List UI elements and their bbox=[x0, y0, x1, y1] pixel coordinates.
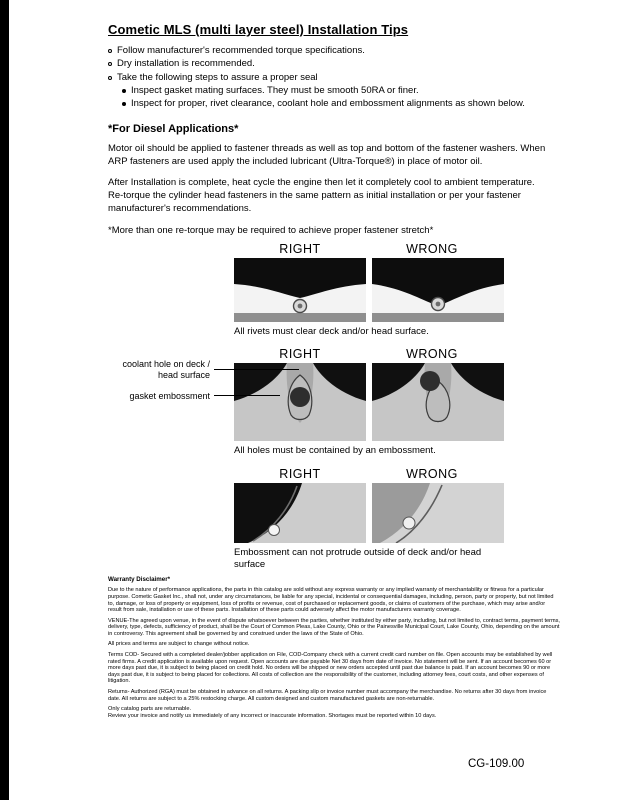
callout-gasket-embossment: gasket embossment bbox=[129, 391, 210, 402]
legal-paragraph: Returns- Authorized (RGA) must be obtained in advance on all returns. A packing slip or invoice number must accompany the merchandise. No returns after 30 days from invoice date. All returns are subject to a 25% restocking charge. All custom designed and custom manufactured gaskets are non-returnable. bbox=[108, 689, 547, 702]
bullet-item bbox=[108, 72, 566, 84]
diagram-row-embossment bbox=[234, 467, 504, 571]
document-content bbox=[108, 22, 566, 581]
legal-paragraph: Due to the nature of performance applications, the parts in this catalog are sold without any express warranty or any implied warranty of merchantability or fitness for a particular purpose. Cometic Gasket Inc., shall not, under any circumstances, be liable for any special, incidental or consequential damages, including, person, party or property, but not limited to, damage, or loss of property or equipment, loss of profits or revenue, cost of purchased or replacement goods, or claims of customers of the purchase, which may arise and/or result from sale, installation or use of these parts. Installation of these parts could adversely affect the motor manufacturers warranty coverage. bbox=[108, 587, 554, 614]
circle-bullet-icon bbox=[108, 62, 112, 66]
bullet-item bbox=[108, 58, 566, 70]
dot-bullet-icon bbox=[122, 102, 126, 106]
embossment-wrong-diagram bbox=[372, 483, 504, 543]
coolant-hole-wrong-diagram bbox=[372, 363, 504, 441]
legal-paragraph: Terms COD- Secured with a completed dealer/jobber application on File, COD-Company check with a current credit card number on file. Open accounts may be established by well rated firms. A credit application is available upon request. Open accounts are due payable Net 30 days from date of invoice. No statement will be sent. If an account becomes 60 or more days past due, it is subject to being placed on credit hold. No orders will be shipped or new orders accepted until past due balance is paid. If an account becomes 90 or more days past due, it is subject to being placed for collections. All costs of collection are the responsibility of the customer, including attorney fees, court costs, and other expenses of litigation. bbox=[108, 652, 553, 685]
diesel-paragraph-2: After Installation is complete, heat cycle the engine then let it completely cool to ambient temperature. Re-torque the cylinder head fasteners in the same pattern as initial installation or per your fastener manufacturer's recommendations. bbox=[108, 177, 535, 214]
sub-bullet-item bbox=[122, 98, 566, 110]
retorque-note: *More than one re-torque may be required to achieve proper fastener stretch* bbox=[108, 224, 434, 236]
bullet-text: Follow manufacturer's recommended torque specifications. bbox=[117, 45, 365, 56]
legal-paragraph: VENUE-The agreed upon venue, in the event of dispute whatsoever between the parties, whether instituted by either party, including, but not limited to, contract terms, payment terms, delivery, type, defects, sufficiency of product, shall be the Court of Common Pleas, Lake County, Ohio or the Painesville Municipal Court, Lake County, Ohio, depending on the amount in controversy. This agreement shall be governed by and construed under the laws of the State of Ohio. bbox=[108, 617, 560, 637]
bullet-text: Dry installation is recommended. bbox=[117, 58, 255, 70]
page-title: Cometic MLS (multi layer steel) Installation Tips bbox=[108, 22, 409, 37]
rivet-right-diagram bbox=[234, 258, 366, 322]
callout-line-coolant-hole bbox=[214, 369, 299, 370]
diagram-labels bbox=[234, 347, 504, 361]
legal-section bbox=[108, 576, 560, 723]
warranty-disclaimer-heading: Warranty Disclaimer* bbox=[108, 576, 171, 583]
diagram-images bbox=[234, 258, 504, 322]
sub-bullet-text: Inspect for proper, rivet clearance, coolant hole and embossment alignments as shown below. bbox=[131, 98, 525, 110]
embossment-right-diagram bbox=[234, 483, 366, 543]
diagram-row-rivets bbox=[234, 242, 504, 338]
bullet-text: Take the following steps to assure a proper seal bbox=[117, 71, 318, 83]
diagram-labels bbox=[234, 242, 504, 256]
right-label: RIGHT bbox=[279, 241, 321, 256]
document-number: CG-109.00 bbox=[468, 758, 525, 770]
callout-coolant-hole: coolant hole on deck / head surface bbox=[122, 359, 210, 381]
page-edge-bar bbox=[0, 0, 9, 800]
dot-bullet-icon bbox=[122, 89, 126, 93]
diesel-paragraph-1: Motor oil should be applied to fastener threads as well as top and bottom of the fastener washers. When ARP fasteners are used apply the included lubricant (Ultra-Torque®) in place of motor oil. bbox=[108, 142, 546, 167]
diesel-applications-heading: *For Diesel Applications* bbox=[108, 122, 239, 135]
legal-paragraph: All prices and terms are subject to change without notice. bbox=[108, 641, 250, 648]
right-label: RIGHT bbox=[279, 467, 321, 482]
coolant-hole-right-diagram bbox=[234, 363, 366, 441]
diagram-caption: All holes must be contained by an embossment. bbox=[234, 445, 436, 457]
legal-paragraph: Review your invoice and notify us immediately of any incorrect or inaccurate information. Shortages must be reported within 10 days. bbox=[108, 712, 437, 719]
sub-bullet-list bbox=[122, 85, 566, 111]
sub-bullet-text: Inspect gasket mating surfaces. They must be smooth 50RA or finer. bbox=[131, 85, 419, 97]
diagram-labels bbox=[234, 467, 504, 481]
diagram-row-coolant-holes bbox=[122, 347, 504, 457]
rivet-wrong-diagram bbox=[372, 258, 504, 322]
bullet-item bbox=[108, 45, 566, 57]
wrong-label: WRONG bbox=[406, 241, 458, 256]
callout-line-gasket-embossment bbox=[214, 395, 280, 396]
diagram-images bbox=[234, 483, 504, 543]
right-label: RIGHT bbox=[279, 347, 321, 362]
tips-bullet-list bbox=[108, 45, 566, 111]
diagram-section bbox=[122, 241, 504, 572]
wrong-label: WRONG bbox=[406, 467, 458, 482]
circle-bullet-icon bbox=[108, 76, 112, 80]
wrong-label: WRONG bbox=[406, 347, 458, 362]
diagram-caption: Embossment can not protrude outside of deck and/or head surface bbox=[234, 547, 482, 571]
legal-paragraph: Only catalog parts are returnable. bbox=[108, 706, 192, 713]
circle-bullet-icon bbox=[108, 49, 112, 53]
diagram-caption: All rivets must clear deck and/or head surface. bbox=[234, 325, 429, 337]
sub-bullet-item bbox=[122, 85, 566, 97]
diagram-images bbox=[234, 363, 504, 441]
